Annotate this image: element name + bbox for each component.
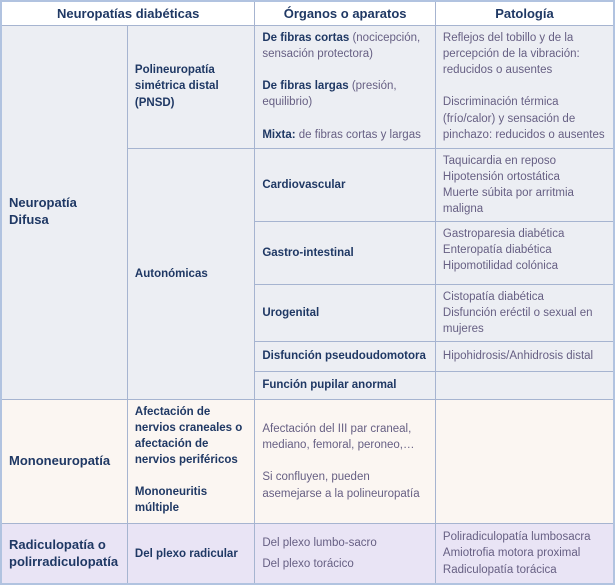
cell-mononeuropathy-pathology-empty	[435, 399, 614, 523]
fiber-type-mixed-rest: de fibras cortas y largas	[295, 128, 421, 141]
cell-radiculopathy-pathology	[435, 523, 614, 584]
cell-mononeuropathy-label: Mononeuropatía	[1, 399, 127, 523]
mononeuropathy-type-nerves: Afectación de nervios craneales o afectación de nervios periféricos	[134, 405, 243, 467]
pathology-line: Hipohidrosis/Anhidrosis distal	[442, 350, 594, 363]
header-neuropathies: Neuropatías diabéticas	[1, 1, 255, 25]
cell-gastrointestinal-organ: Gastro-intestinal	[255, 221, 436, 284]
cell-diffuse-label: Neuropatía Difusa	[1, 25, 127, 399]
cell-radiculopathy-organs	[255, 523, 436, 584]
pathology-line: Disfunción eréctil o sexual en mujeres	[442, 307, 593, 336]
cell-cardiovascular-organ: Cardiovascular	[255, 148, 436, 221]
fiber-type-mixed-bold: Mixta:	[262, 128, 296, 141]
cell-mononeuropathy-types	[127, 399, 254, 523]
row-radiculopathy	[1, 523, 614, 584]
header-row	[1, 1, 614, 25]
pathology-line: Taquicardia en reposo	[442, 154, 557, 167]
fiber-type-short-rest: (nocicepción, sensación protectora)	[262, 31, 421, 60]
cell-pnsd-label: Polineuropatía simétrica distal (PNSD)	[127, 25, 254, 148]
mononeuropathy-organs-confluence: Si confluyen, pueden asemejarse a la polineuropatía	[262, 471, 420, 500]
pathology-line: Gastroparesia diabética	[442, 227, 565, 240]
fiber-type-mixed	[262, 127, 428, 143]
cell-urogenital-pathology	[435, 284, 614, 341]
fiber-type-short	[262, 30, 428, 63]
mononeuropathy-organs-cranial: Afectación del III par craneal, mediano, femoral, peroneo,…	[262, 422, 415, 451]
radiculopathy-organ-lumbosacral: Del plexo lumbo-sacro	[262, 537, 377, 550]
mononeuropathy-type-mononeuritis: Mononeuritis múltiple	[134, 486, 208, 515]
row-mononeuropathy	[1, 399, 614, 523]
cell-cardiovascular-pathology	[435, 148, 614, 221]
fiber-type-long-bold: De fibras largas	[262, 80, 349, 93]
pathology-line: Poliradiculopatía lumbosacra	[442, 531, 591, 544]
header-organs: Órganos o aparatos	[255, 1, 436, 25]
pathology-line: Amiotrofia motora proximal	[442, 547, 581, 560]
cell-radiculopathy-label: Radiculopatía o polirradiculopatía	[1, 523, 127, 584]
cell-gastrointestinal-pathology	[435, 221, 614, 284]
cell-pupillary-organ: Función pupilar anormal	[255, 371, 436, 399]
pathology-line: Muerte súbita por arritmia maligna	[442, 187, 574, 216]
pathology-line: Cistopatía diabética	[442, 290, 544, 303]
row-pnsd	[1, 25, 614, 148]
pathology-line: Enteropatía diabética	[442, 244, 552, 257]
cell-urogenital-organ: Urogenital	[255, 284, 436, 341]
pathology-line: Hipomotilidad colónica	[442, 260, 558, 273]
pnsd-pathology-discrimination: Discriminación térmica (frío/calor) y sensación de pinchazo: reducidos o ausentes	[442, 96, 605, 142]
pathology-line: Hipotensión ortostática	[442, 170, 560, 183]
cell-mononeuropathy-organs	[255, 399, 436, 523]
cell-pnsd-fiber-types	[255, 25, 436, 148]
header-pathology: Patología	[435, 1, 614, 25]
fiber-type-long-rest: (presión, equilibrio)	[262, 80, 397, 109]
cell-autonomic-label: Autonómicas	[127, 148, 254, 399]
pnsd-pathology-reflexes: Reflejos del tobillo y de la percepción de la vibración: reducidos o ausentes	[442, 31, 580, 77]
cell-pseudomotor-pathology	[435, 341, 614, 371]
cell-pupillary-pathology-empty	[435, 371, 614, 399]
fiber-type-short-bold: De fibras cortas	[262, 31, 350, 44]
fiber-type-long	[262, 78, 428, 111]
radiculopathy-organ-thoracic: Del plexo torácico	[262, 557, 354, 570]
cell-pnsd-pathology	[435, 25, 614, 148]
cell-pseudomotor-organ: Disfunción pseudoudomotora	[255, 341, 436, 371]
cell-radiculopathy-type: Del plexo radicular	[127, 523, 254, 584]
pathology-line: Radiculopatía torácica	[442, 563, 557, 576]
